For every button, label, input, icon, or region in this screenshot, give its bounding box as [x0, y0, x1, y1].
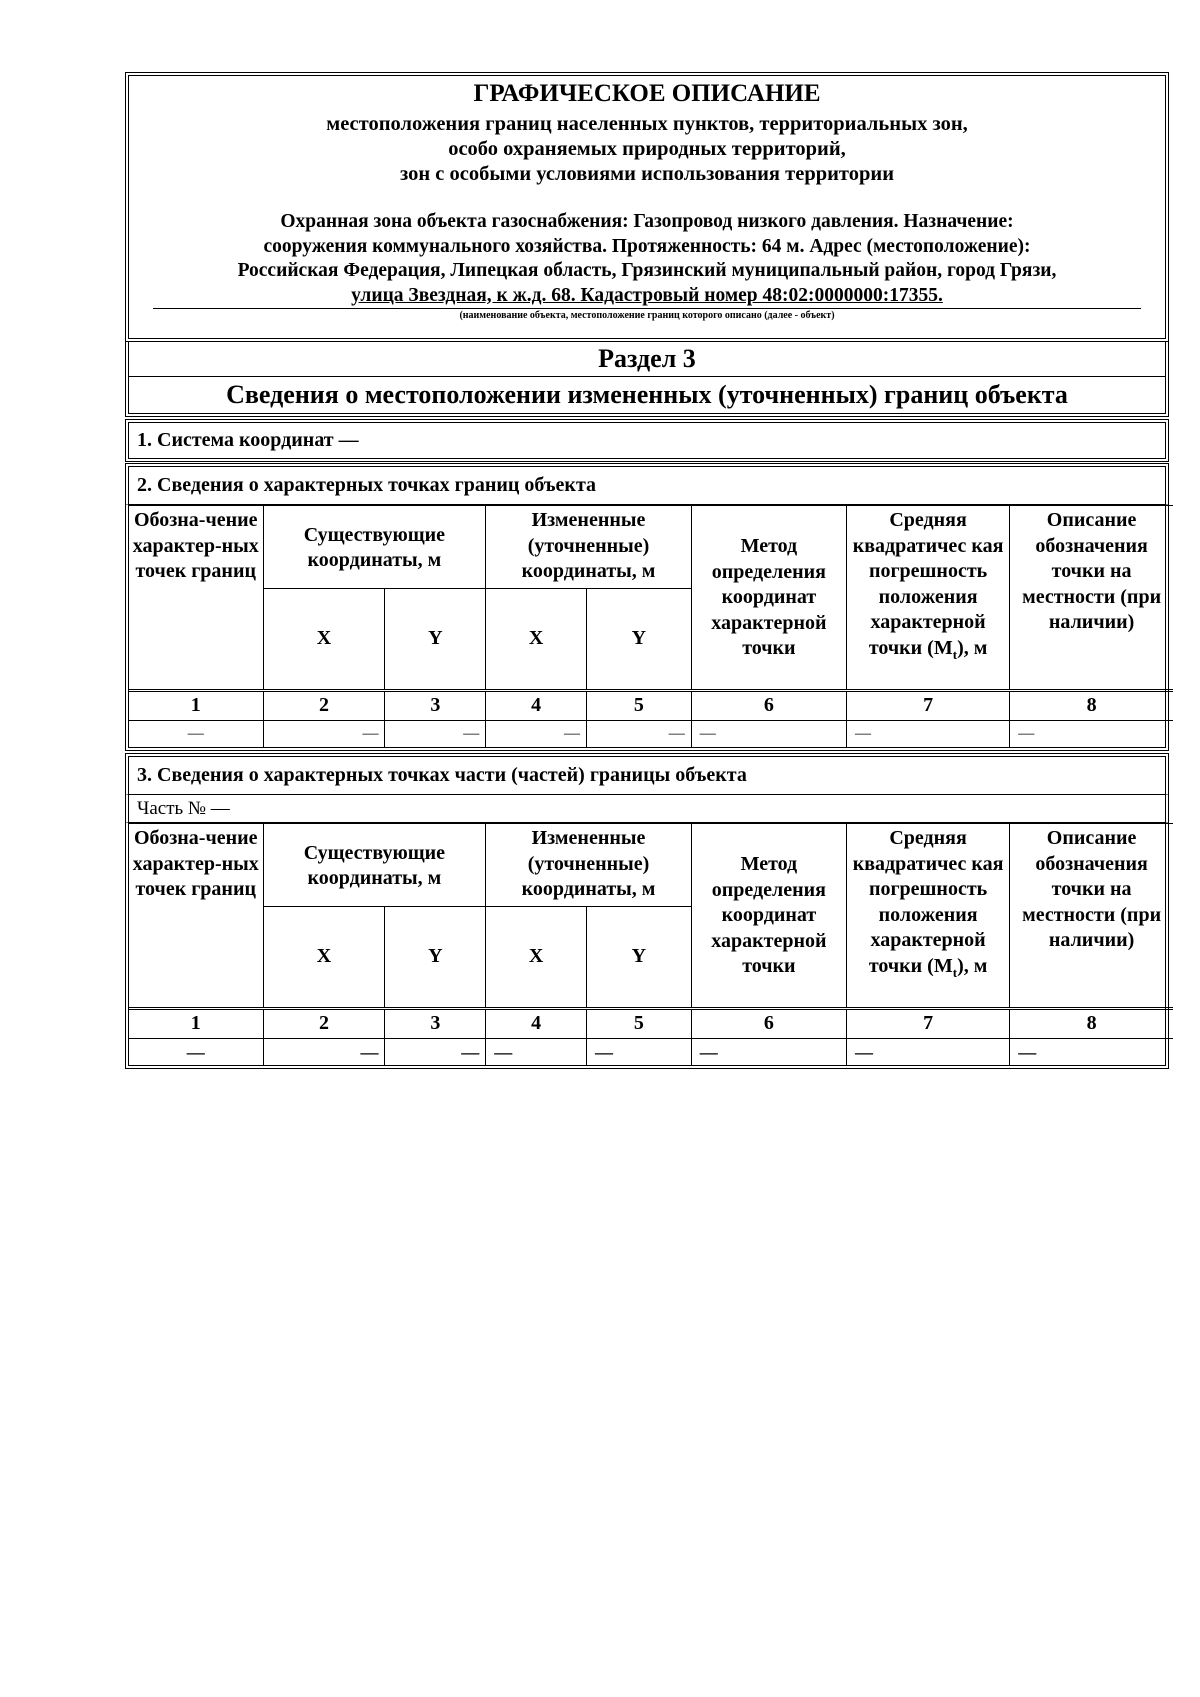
- points-table: [129, 505, 1173, 747]
- header-y-existing: Y: [385, 589, 486, 691]
- column-number: 6: [691, 1009, 846, 1039]
- column-number: 3: [385, 691, 486, 721]
- header-method: Метод определения координат характерной точки: [691, 824, 846, 1009]
- header-x-changed: X: [486, 907, 587, 1009]
- column-number: 7: [846, 1009, 1009, 1039]
- table-cell: —: [691, 1039, 846, 1066]
- document-title: ГРАФИЧЕСКОЕ ОПИСАНИЕ: [473, 80, 821, 107]
- object-line: Российская Федерация, Липецкая область, Грязинский муниципальный район, город Грязи,: [237, 260, 1057, 281]
- section-subtitle: Сведения о местоположении измененных (уточненных) границ объекта: [226, 380, 1068, 409]
- object-caption: (наименование объекта, местоположение границ которого описано (далее - объект): [459, 310, 835, 321]
- points-heading: 2. Сведения о характерных точках границ объекта: [125, 463, 1169, 504]
- parts-table-wrapper: [125, 822, 1169, 1069]
- header-error: Средняя квадратичес кая погрешность положения характерной точки $(M_t)$, м: [846, 506, 1009, 691]
- column-number: 5: [586, 1009, 691, 1039]
- subtitle-line: особо охраняемых природных территорий,: [448, 138, 846, 160]
- table-cell: —: [846, 721, 1009, 748]
- parts-heading: 3. Сведения о характерных точках части (частей) границы объекта: [125, 753, 1169, 794]
- header-existing-coords: Существующие координаты, м: [263, 506, 486, 589]
- header-y-existing: Y: [385, 907, 486, 1009]
- column-number: 4: [486, 691, 587, 721]
- column-number: 3: [385, 1009, 486, 1039]
- table-cell: —: [385, 721, 486, 748]
- section-heading: [125, 342, 1169, 417]
- object-line: [129, 284, 1165, 309]
- table-cell: —: [486, 721, 587, 748]
- points-table-wrapper: [125, 504, 1169, 751]
- header-x-existing: X: [263, 907, 385, 1009]
- column-number: 4: [486, 1009, 587, 1039]
- header-y-changed: Y: [586, 589, 691, 691]
- table-cell: —: [586, 1039, 691, 1066]
- document-header: [125, 72, 1169, 342]
- document-subtitle: [129, 112, 1165, 187]
- table-cell: —: [486, 1039, 587, 1066]
- header-method: Метод определения координат характерной точки: [691, 506, 846, 691]
- table-cell: —: [263, 721, 385, 748]
- header-description: Описание обозначения точки на местности (при наличии): [1010, 506, 1173, 691]
- object-line: Охранная зона объекта газоснабжения: Газопровод низкого давления. Назначение:: [280, 211, 1014, 232]
- table-cell: —: [1010, 721, 1173, 748]
- header-designation: Обозна-чение характер-ных точек границ: [129, 824, 263, 1009]
- table-cell: —: [846, 1039, 1009, 1066]
- part-label: Часть № —: [125, 794, 1169, 822]
- column-number: 1: [129, 691, 263, 721]
- header-description: Описание обозначения точки на местности (при наличии): [1010, 824, 1173, 1009]
- table-cell: —: [129, 721, 263, 748]
- object-line: сооружения коммунального хозяйства. Протяженность: 64 м. Адрес (местоположение):: [263, 235, 1031, 257]
- column-number: 6: [691, 691, 846, 721]
- column-number: 2: [263, 1009, 385, 1039]
- section-title: Раздел 3: [129, 342, 1165, 377]
- table-cell: —: [263, 1039, 385, 1066]
- column-number: 8: [1010, 1009, 1173, 1039]
- document: [125, 72, 1169, 1069]
- header-designation: Обозна-чение характер-ных точек границ: [129, 506, 263, 691]
- column-number: 2: [263, 691, 385, 721]
- header-y-changed: Y: [586, 907, 691, 1009]
- column-number: 1: [129, 1009, 263, 1039]
- column-number: 7: [846, 691, 1009, 721]
- object-line-underlined: улица Звездная, к ж.д. 68. Кадастровый номер 48:02:0000000:17355.: [351, 284, 943, 306]
- column-number: 5: [586, 691, 691, 721]
- column-number: 8: [1010, 691, 1173, 721]
- subtitle-line: зон с особыми условиями использования территории: [399, 163, 895, 185]
- object-description: [129, 210, 1165, 308]
- table-cell: —: [385, 1039, 486, 1066]
- coordinate-system: 1. Система координат —: [125, 419, 1169, 462]
- table-cell: —: [691, 721, 846, 748]
- header-x-existing: X: [263, 589, 385, 691]
- header-changed-coords: Измененные (уточненные) координаты, м: [486, 824, 692, 907]
- table-cell: —: [586, 721, 691, 748]
- header-changed-coords: Измененные (уточненные) координаты, м: [486, 506, 692, 589]
- caption-divider: [153, 308, 1141, 309]
- header-x-changed: X: [486, 589, 587, 691]
- header-error: Средняя квадратичес кая погрешность положения характерной точки $(M_t)$, м: [846, 824, 1009, 1009]
- header-existing-coords: Существующие координаты, м: [263, 824, 486, 907]
- subtitle-line: местоположения границ населенных пунктов, территориальных зон,: [326, 113, 968, 135]
- parts-table: [129, 823, 1173, 1065]
- table-cell: —: [129, 1039, 263, 1066]
- table-cell: —: [1010, 1039, 1173, 1066]
